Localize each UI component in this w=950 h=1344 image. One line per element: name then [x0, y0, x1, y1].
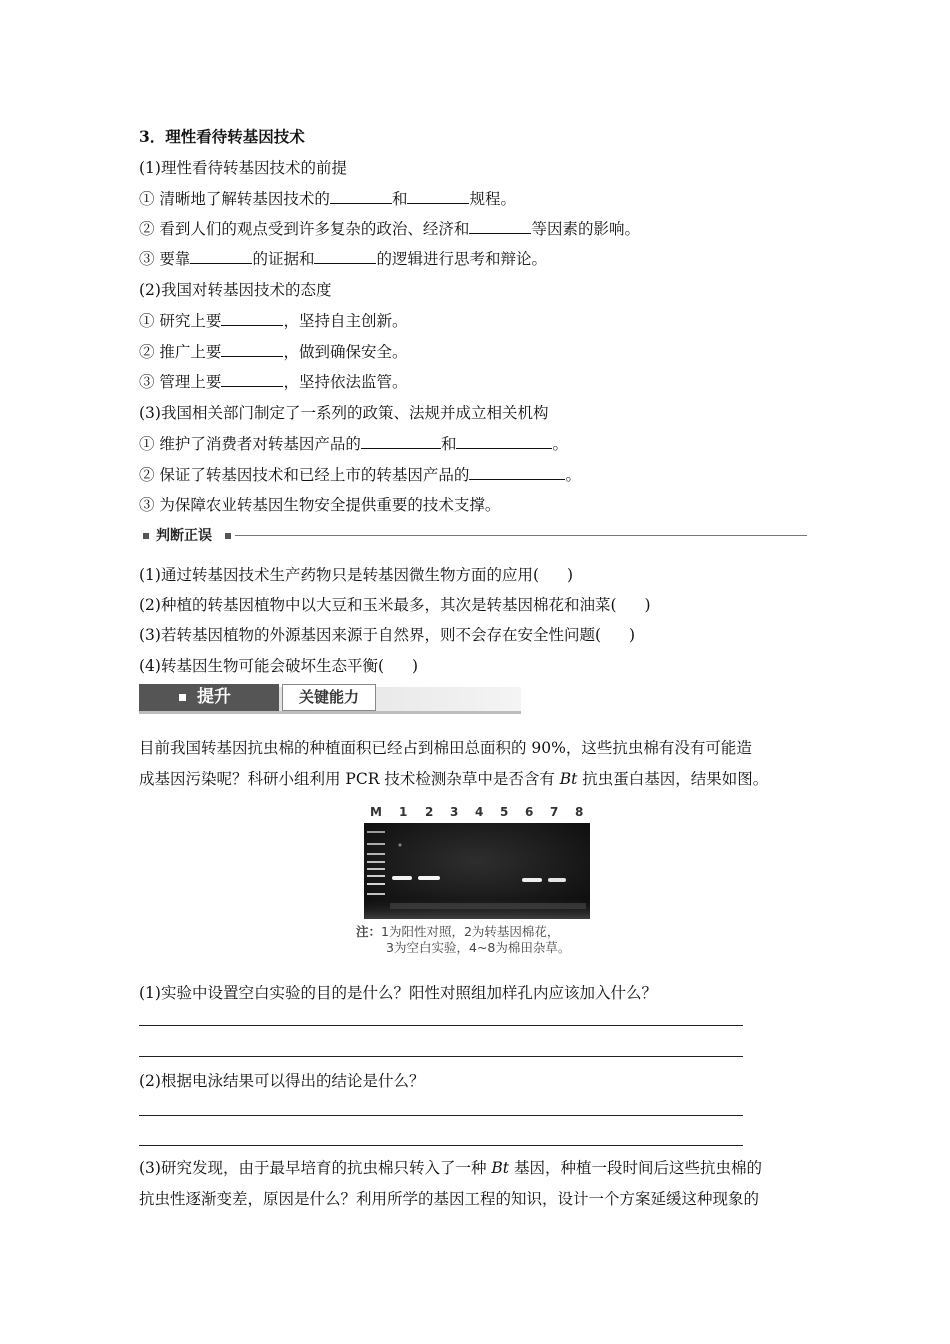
text: ): [412, 657, 419, 675]
question-2: (2)根据电泳结果可以得出的结论是什么？: [139, 1072, 425, 1090]
text: ③ 要靠: [139, 250, 191, 268]
text: (2)种植的转基因植物中以大豆和玉米最多，其次是转基因棉花和油菜(: [139, 596, 617, 614]
item-1-1: [139, 189, 516, 209]
text: 抗虫蛋白基因，结果如图。: [577, 770, 769, 788]
ladder-band: [367, 831, 385, 833]
fill-blank[interactable]: [361, 434, 441, 449]
lane-label-2: 2: [425, 805, 434, 819]
gene-name: Bt: [559, 770, 578, 788]
text: 的证据和: [252, 250, 315, 268]
text: ① 研究上要: [139, 312, 222, 330]
lane-label-7: 7: [550, 805, 559, 819]
square-icon: [225, 533, 231, 539]
ladder-band: [367, 853, 385, 855]
text: ，坚持自主创新。: [283, 312, 408, 330]
fill-blank[interactable]: [407, 189, 469, 204]
text: ，坚持依法监管。: [283, 373, 408, 391]
answer-line[interactable]: [139, 1056, 743, 1057]
note-prefix: 注：: [356, 924, 382, 939]
fill-blank[interactable]: [456, 434, 552, 449]
text: ② 推广上要: [139, 343, 222, 361]
fill-blank[interactable]: [469, 465, 565, 480]
fill-blank[interactable]: [221, 311, 283, 326]
note-line-1: 1为阳性对照，2为转基因棉花，: [381, 924, 560, 939]
lane-7-band: [548, 878, 566, 882]
square-icon: [179, 694, 186, 701]
lane-label-8: 8: [575, 805, 584, 819]
lane-label-6: 6: [525, 805, 534, 819]
text: (3)研究发现，由于最早培育的抗虫棉只转入了一种: [139, 1159, 492, 1177]
question-3-line-2: 抗虫性逐渐变差，原因是什么？利用所学的基因工程的知识，设计一个方案延缓这种现象的: [139, 1190, 760, 1208]
text: 的逻辑进行思考和辩论。: [376, 250, 547, 268]
answer-line[interactable]: [139, 1025, 743, 1026]
item-2-2: [139, 342, 407, 362]
subsection-1: (1)理性看待转基因技术的前提: [139, 159, 347, 177]
intro-line-1: 目前我国转基因抗虫棉的种植面积已经占到棉田总面积的 90%，这些抗虫棉有没有可能造: [139, 739, 752, 757]
subsection-3: (3)我国相关部门制定了一系列的政策、法规并成立相关机构: [139, 404, 549, 422]
text: 。: [565, 466, 581, 484]
lane-1-band: [392, 876, 412, 880]
primer-smear: [390, 903, 586, 909]
ability-banner: [139, 684, 521, 714]
text: (1)通过转基因技术生产药物只是转基因微生物方面的应用(: [139, 566, 540, 584]
gel-speck: [399, 844, 402, 847]
text: ): [644, 596, 651, 614]
item-3-1: [139, 434, 568, 454]
lane-label-1: 1: [399, 805, 408, 819]
lane-label-5: 5: [500, 805, 509, 819]
section-heading: 3．理性看待转基因技术: [139, 127, 305, 146]
lane-2-band: [418, 876, 440, 880]
question-3-line-1: [139, 1158, 762, 1178]
fill-blank[interactable]: [469, 219, 531, 234]
ladder-band: [367, 843, 385, 845]
lane-6-band: [522, 878, 542, 882]
banner-title: 提升: [197, 687, 231, 707]
item-2-1: [139, 311, 407, 331]
text: ② 看到人们的观点受到许多复杂的政治、经济和: [139, 220, 470, 238]
text: 和: [391, 190, 408, 208]
item-1-3: [139, 249, 547, 269]
banner-dark-tab: [139, 684, 279, 711]
square-icon: [143, 533, 149, 539]
fill-blank[interactable]: [330, 189, 392, 204]
item-1-2: [139, 219, 640, 239]
note-line-2: 3为空白实验，4~8为棉田杂草。: [386, 940, 571, 955]
fill-blank[interactable]: [314, 249, 376, 264]
ladder-band: [367, 883, 385, 885]
fill-blank[interactable]: [190, 249, 252, 264]
ladder-band: [367, 875, 385, 877]
fill-blank[interactable]: [221, 372, 283, 387]
banner-subtitle: 关键能力: [298, 688, 359, 706]
figure-note: [356, 924, 570, 956]
gel-image: [364, 823, 590, 919]
text: 规程。: [469, 190, 516, 208]
judge-section-header: [139, 526, 807, 546]
fill-blank[interactable]: [221, 342, 283, 357]
text: ① 清晰地了解转基因技术的: [139, 190, 330, 208]
item-3-3: ③ 为保障农业转基因生物安全提供重要的技术支撑。: [139, 496, 501, 514]
text: 。: [552, 435, 568, 453]
divider: [235, 535, 807, 536]
judge-item-4: [139, 656, 418, 676]
judge-item-3: [139, 625, 635, 645]
question-1: (1)实验中设置空白实验的目的是什么？阳性对照组加样孔内应该加入什么？: [139, 984, 657, 1002]
ladder-band: [367, 868, 385, 870]
judge-item-1: [139, 565, 573, 585]
text: (3)若转基因植物的外源基因来源于自然界，则不会存在安全性问题(: [139, 626, 602, 644]
judge-item-2: [139, 595, 651, 615]
banner-light-tab: [282, 684, 376, 711]
lane-label-3: 3: [450, 805, 459, 819]
subsection-2: (2)我国对转基因技术的态度: [139, 281, 332, 299]
text: 和: [440, 435, 457, 453]
item-3-2: [139, 465, 581, 485]
answer-line[interactable]: [139, 1145, 743, 1146]
text: 成基因污染呢？科研小组利用 PCR 技术检测杂草中是否含有: [139, 770, 560, 788]
text: ② 保证了转基因技术和已经上市的转基因产品的: [139, 466, 470, 484]
answer-line[interactable]: [139, 1115, 743, 1116]
text: (4)转基因生物可能会破坏生态平衡(: [139, 657, 385, 675]
text: ): [629, 626, 636, 644]
text: 基因，种植一段时间后这些抗虫棉的: [509, 1159, 762, 1177]
gene-name: Bt: [491, 1159, 510, 1177]
lane-label-4: 4: [475, 805, 484, 819]
ladder-band: [367, 893, 385, 895]
banner-underline: [139, 711, 521, 714]
text: ③ 管理上要: [139, 373, 222, 391]
gel-lane-labels: [368, 805, 594, 823]
text: ，做到确保安全。: [283, 343, 408, 361]
ladder-band: [367, 861, 385, 863]
text: ① 维护了消费者对转基因产品的: [139, 435, 361, 453]
lane-label-m: M: [370, 805, 382, 819]
item-2-3: [139, 372, 407, 392]
judge-label: 判断正误: [156, 528, 212, 544]
text: 等因素的影响。: [531, 220, 640, 238]
text: ): [567, 566, 574, 584]
intro-line-2: [139, 769, 768, 789]
